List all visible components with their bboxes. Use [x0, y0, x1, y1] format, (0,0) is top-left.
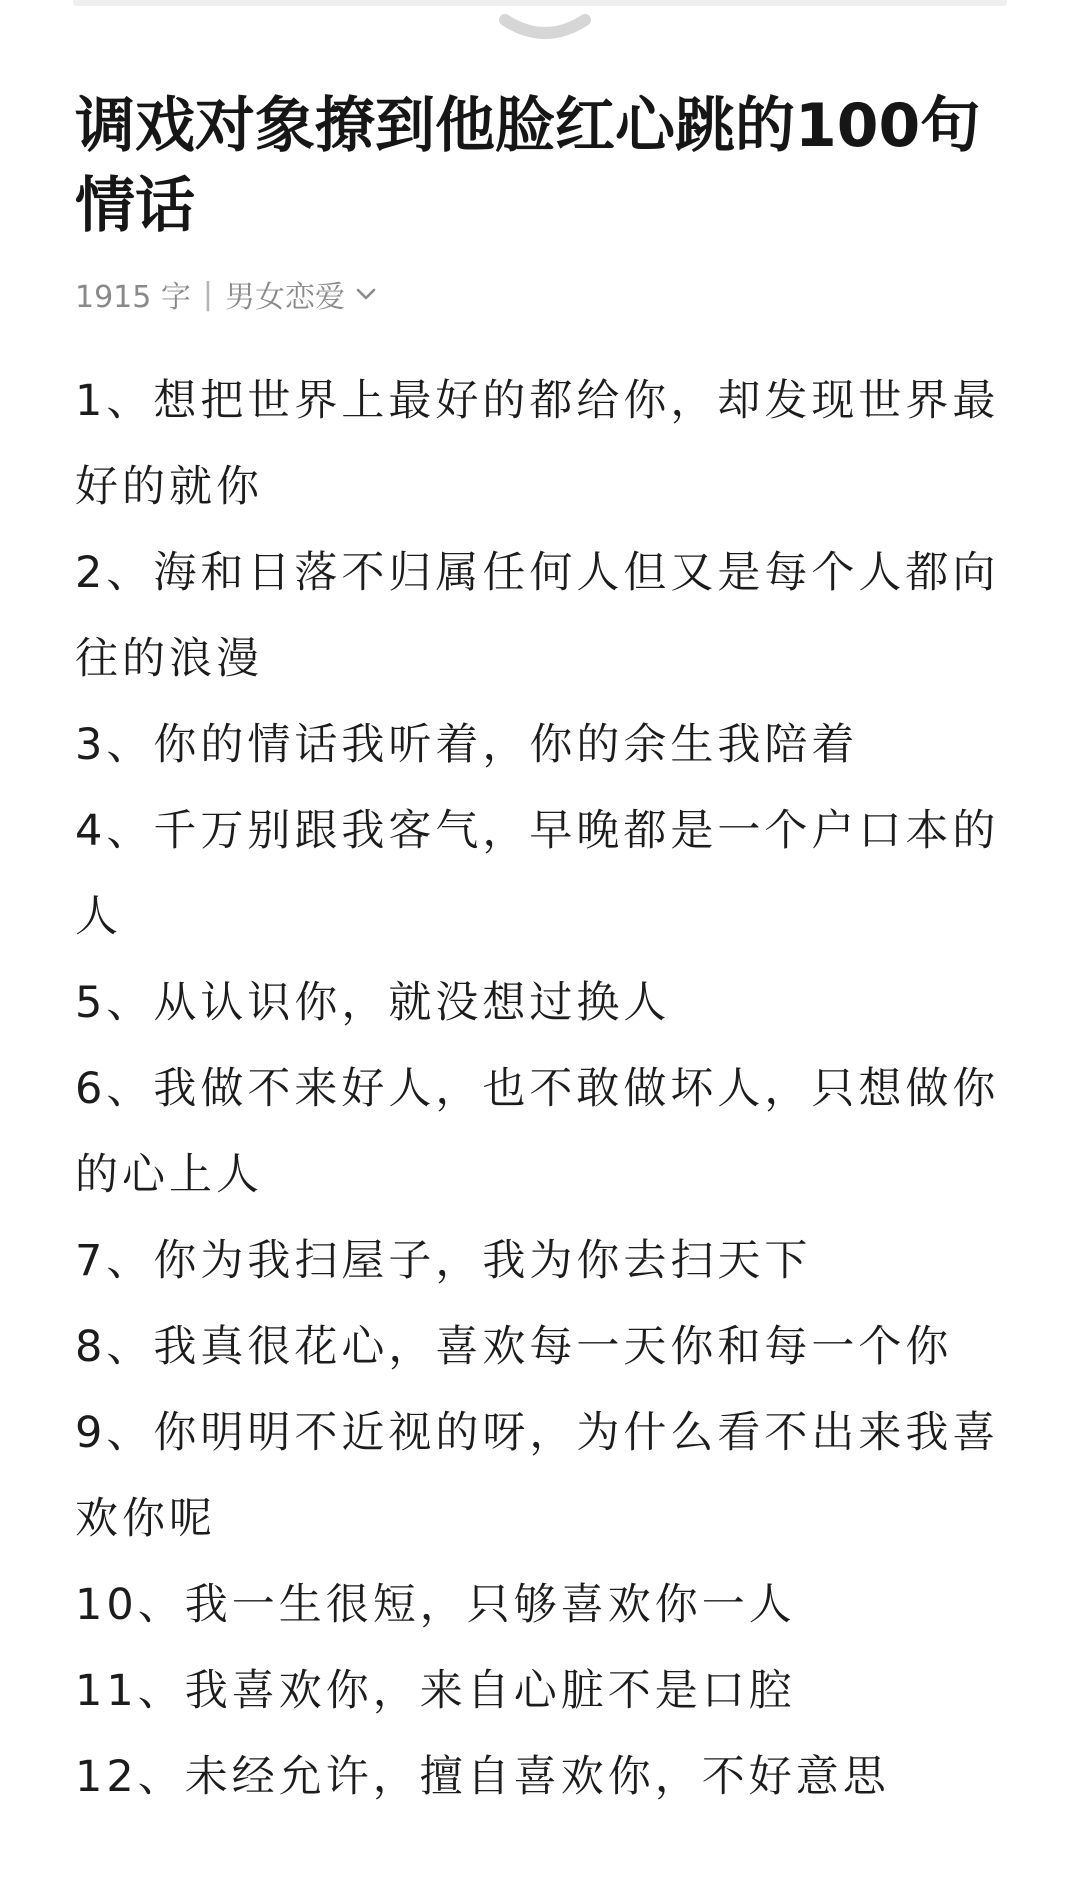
- top-divider: [73, 0, 1007, 6]
- word-count: 1915 字: [75, 280, 191, 315]
- article-meta: [75, 272, 379, 316]
- category-label: 男女恋爱: [225, 280, 345, 315]
- list-item: 11、我喜欢你，来自心脏不是口腔: [75, 1666, 796, 1716]
- list-item: 6、我做不来好人，也不敢做坏人，只想做你的心上人: [75, 1064, 1000, 1200]
- list-item: 5、从认识你，就没想过换人: [75, 978, 671, 1028]
- list-item: 10、我一生很短，只够喜欢你一人: [75, 1580, 796, 1630]
- list-item: 12、未经允许，擅自喜欢你，不好意思: [75, 1752, 890, 1802]
- chevron-down-icon[interactable]: [497, 12, 593, 46]
- list-item: 3、你的情话我听着，你的余生我陪着: [75, 720, 859, 770]
- list-item: 8、我真很花心，喜欢每一天你和每一个你: [75, 1322, 953, 1372]
- pickup-lines-list: [75, 358, 1005, 1820]
- article-title: 调戏对象撩到他脸红心跳的100句情话: [75, 91, 981, 241]
- chevron-down-icon: [353, 281, 379, 307]
- category-link[interactable]: [225, 272, 379, 316]
- list-item: 1、想把世界上最好的都给你，却发现世界最好的就你: [75, 376, 1000, 512]
- meta-separator: |: [202, 276, 213, 312]
- list-item: 2、海和日落不归属任何人但又是每个人都向往的浪漫: [75, 548, 1000, 684]
- list-item: 7、你为我扫屋子，我为你去扫天下: [75, 1236, 812, 1286]
- list-item: 9、你明明不近视的呀，为什么看不出来我喜欢你呢: [75, 1408, 1000, 1544]
- list-item: 4、千万别跟我客气，早晚都是一个户口本的人: [75, 806, 1000, 942]
